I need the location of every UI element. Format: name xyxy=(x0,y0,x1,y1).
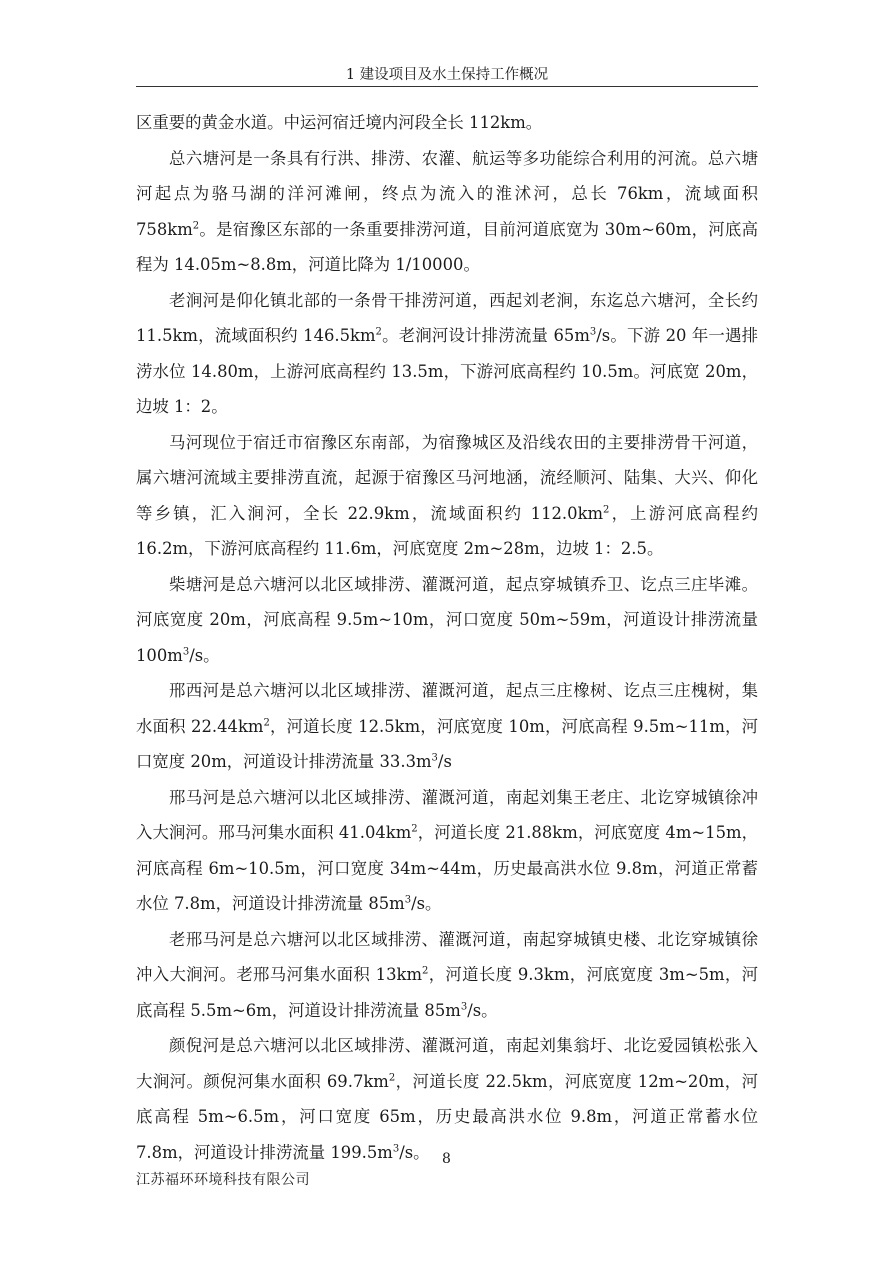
text-fragment: ，河道长度 22.5km，河底宽度 12m~20m，河底高程 5m~6.5m，河口宽度 65m，历史最高洪水位 9.8m，河道正常蓄水位 7.8m，河道设计排涝流量 199.5m xyxy=(136,1071,759,1162)
paragraph xyxy=(136,105,758,141)
paragraph xyxy=(136,673,758,780)
superscript: 3 xyxy=(589,326,597,338)
text-fragment: 邢西河是总六塘河以北区域排涝、灌溉河道，起点三庄橡树、讫点三庄槐树，集水面积 22.44km xyxy=(136,681,758,736)
document-body xyxy=(136,105,758,1170)
text-fragment: /s。 xyxy=(399,1142,430,1162)
superscript: 2 xyxy=(603,504,610,516)
paragraph xyxy=(136,922,758,1029)
text-fragment: ，河道长度 12.5km，河底宽度 10m，河底高程 9.5m~11m，河口宽度 20m，河道设计排涝流量 33.3m xyxy=(136,716,759,771)
superscript: 2 xyxy=(192,220,200,232)
text-fragment: 柴塘河是总六塘河以北区域排涝、灌溉河道，起点穿城镇乔卫、讫点三庄毕滩。河底宽度 20m，河底高程 9.5m~10m，河口宽度 50m~59m，河道设计排涝流量 100m xyxy=(136,574,758,665)
paragraph xyxy=(136,1028,758,1170)
footer-company: 江苏福环环境科技有限公司 xyxy=(136,1172,310,1188)
superscript: 2 xyxy=(388,1072,396,1084)
text-fragment: 总六塘河是一条具有行洪、排涝、农灌、航运等多功能综合利用的河流。总六塘河起点为骆马湖的洋河滩闸，终点为流入的淮沭河，总长 76km，流域面积 758km xyxy=(136,148,758,239)
paragraph xyxy=(136,780,758,922)
text-fragment: /s。 xyxy=(467,1000,498,1020)
text-fragment: 。老涧河设计排涝流量 65m xyxy=(381,326,590,345)
header-divider xyxy=(136,86,758,87)
superscript: 3 xyxy=(182,646,190,658)
superscript: 2 xyxy=(263,717,270,729)
text-fragment: /s。下游 20 年一遇排涝水位 14.80m，上游河底高程约 13.5m，下游河底高程约 10.5m。河底宽 20m，边坡 1：2。 xyxy=(136,326,759,416)
paragraph xyxy=(136,567,758,674)
text-fragment: /s xyxy=(437,752,452,771)
text-fragment: ，河道长度 21.88km，河底宽度 4m~15m，河底高程 6m~10.5m，河口宽度 34m~44m，历史最高洪水位 9.8m，河道正常蓄水位 7.8m，河道设计排涝流量 85m xyxy=(136,823,759,913)
text-fragment: /s。 xyxy=(189,645,220,665)
superscript: 2 xyxy=(375,326,382,338)
text-fragment: 区重要的黄金水道。中运河宿迁境内河段全长 112km。 xyxy=(136,113,543,132)
superscript: 3 xyxy=(460,1001,468,1013)
paragraph xyxy=(136,425,758,567)
superscript: 3 xyxy=(404,894,412,906)
text-fragment: 老涧河是仰化镇北部的一条骨干排涝河道，西起刘老涧，东迄总六塘河，全长约 11.5km，流域面积约 146.5km xyxy=(136,290,758,345)
superscript: 2 xyxy=(411,823,418,835)
text-fragment: /s。 xyxy=(411,894,442,913)
text-fragment: 邢马河是总六塘河以北区域排涝、灌溉河道，南起刘集王老庄、北讫穿城镇徐冲入大涧河。邢马河集水面积 41.04km xyxy=(136,787,758,842)
superscript: 2 xyxy=(421,965,429,977)
superscript: 3 xyxy=(431,752,438,764)
text-fragment: ，河道长度 9.3km，河底宽度 3m~5m，河底高程 5.5m~6m，河道设计排涝流量 85m xyxy=(136,965,758,1020)
text-fragment: 。是宿豫区东部的一条重要排涝河道，目前河道底宽为 30m~60m，河底高程为 14.05m~8.8m，河道比降为 1/10000。 xyxy=(136,219,758,274)
text-fragment: 颜倪河是总六塘河以北区域排涝、灌溉河道，南起刘集翁圩、北讫爱园镇松张入大涧河。颜倪河集水面积 69.7km xyxy=(136,1036,758,1091)
page-header-title: 1 建设项目及水土保持工作概况 xyxy=(345,67,549,83)
superscript: 3 xyxy=(392,1143,400,1155)
text-fragment: 马河现位于宿迁市宿豫区东南部，为宿豫城区及沿线农田的主要排涝骨干河道，属六塘河流域主要排涝直流，起源于宿豫区马河地涵，流经顺河、陆集、大兴、仰化等乡镇，汇入涧河，全长 22.9km，流域面积约 112.0km xyxy=(136,432,758,523)
text-fragment: 老邢马河是总六塘河以北区域排涝、灌溉河道，南起穿城镇史楼、北讫穿城镇徐冲入大涧河。老邢马河集水面积 13km xyxy=(136,929,758,984)
page-number: 8 xyxy=(442,1151,451,1167)
paragraph xyxy=(136,283,758,425)
paragraph xyxy=(136,141,758,283)
text-fragment: ，上游河底高程约 16.2m，下游河底高程约 11.6m，河底宽度 2m~28m，边坡 1：2.5。 xyxy=(136,503,758,558)
